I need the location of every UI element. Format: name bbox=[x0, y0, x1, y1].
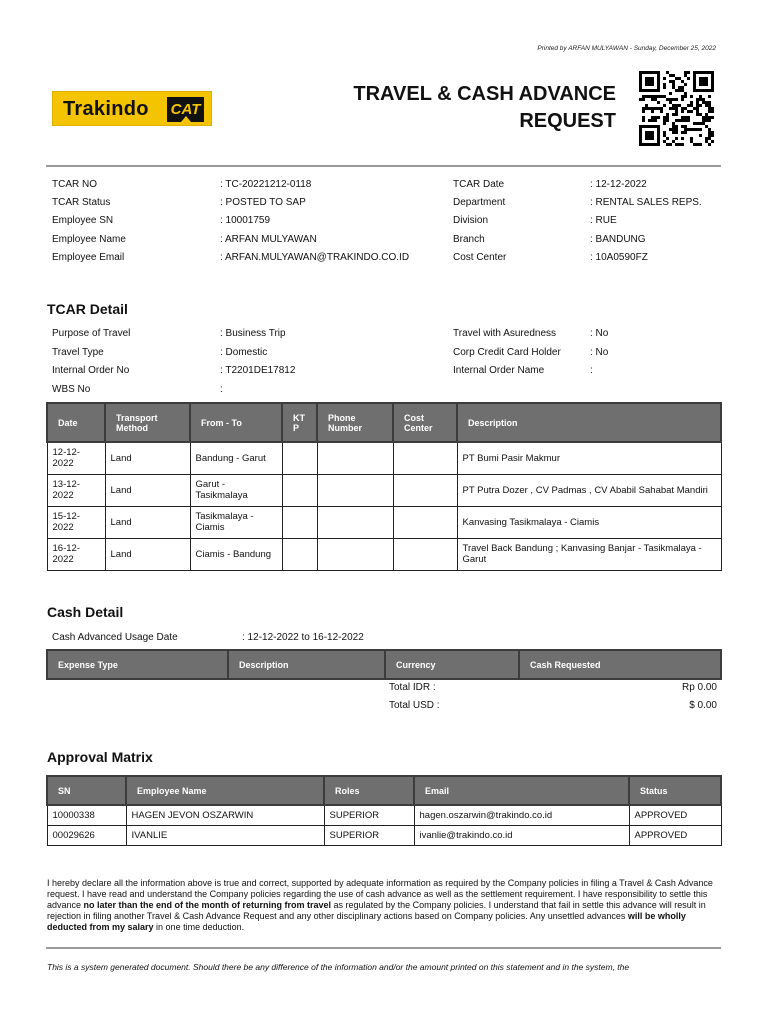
field-value: : BANDUNG bbox=[590, 234, 646, 245]
date-cell: 13-12-2022 bbox=[47, 474, 105, 506]
role-cell: SUPERIOR bbox=[324, 825, 414, 845]
field-value: : T2201DE17812 bbox=[220, 365, 296, 376]
total-idr-value: Rp 0.00 bbox=[681, 682, 717, 693]
transport-cell: Land bbox=[105, 442, 190, 474]
cost-center-cell bbox=[393, 474, 457, 506]
email-cell: ivanlie@trakindo.co.id bbox=[414, 825, 629, 845]
ktp-cell bbox=[282, 538, 317, 570]
total-usd-value: $ 0.00 bbox=[689, 700, 717, 711]
date-cell: 12-12-2022 bbox=[47, 442, 105, 474]
qr-code bbox=[632, 69, 720, 147]
approval-matrix-title: Approval Matrix bbox=[47, 749, 153, 765]
field-label: Division bbox=[453, 215, 489, 226]
table-row bbox=[47, 474, 721, 506]
field-label: Travel with Asuredness bbox=[453, 328, 557, 339]
field-value: : ARFAN.MULYAWAN@TRAKINDO.CO.ID bbox=[220, 252, 410, 263]
transport-cell: Land bbox=[105, 538, 190, 570]
field-value: : RUE bbox=[590, 215, 617, 226]
approval-matrix-table bbox=[46, 775, 722, 846]
column-header: Status bbox=[629, 776, 721, 805]
field-value: : No bbox=[590, 347, 609, 358]
transport-cell: Land bbox=[105, 506, 190, 538]
cost-center-cell bbox=[393, 538, 457, 570]
field-value: : POSTED TO SAP bbox=[220, 197, 306, 208]
cash-usage-date-value: : 12-12-2022 to 16-12-2022 bbox=[242, 632, 364, 643]
employee-name-cell: HAGEN JEVON OSZARWIN bbox=[126, 805, 324, 825]
printed-by-note: Printed by ARFAN MULYAWAN - Sunday, December 25, 2022 bbox=[537, 45, 716, 52]
field-label: TCAR Status bbox=[52, 197, 111, 208]
route-cell: Ciamis - Bandung bbox=[190, 538, 282, 570]
phone-cell bbox=[317, 538, 393, 570]
field-label: Employee Name bbox=[52, 234, 126, 245]
cash-usage-date-label: Cash Advanced Usage Date bbox=[52, 632, 178, 643]
footer-note: This is a system generated document. Should there be any difference of the information and/or the amount printed on this statement and in the system, the bbox=[47, 962, 630, 972]
tcar-detail-title: TCAR Detail bbox=[47, 301, 128, 317]
description-cell: PT Putra Dozer , CV Padmas , CV Ababil Sahabat Mandiri bbox=[457, 474, 721, 506]
phone-cell bbox=[317, 474, 393, 506]
status-cell: APPROVED bbox=[629, 825, 721, 845]
field-label: Employee Email bbox=[52, 252, 125, 263]
field-label: Corp Credit Card Holder bbox=[453, 347, 561, 358]
field-label: Branch bbox=[453, 234, 485, 245]
field-label: TCAR NO bbox=[52, 179, 97, 190]
travel-itinerary-table bbox=[46, 402, 722, 571]
phone-cell bbox=[317, 442, 393, 474]
field-label: Cost Center bbox=[453, 252, 507, 263]
column-header: Date bbox=[47, 403, 105, 442]
ktp-cell bbox=[282, 474, 317, 506]
field-label: TCAR Date bbox=[453, 179, 505, 190]
role-cell: SUPERIOR bbox=[324, 805, 414, 825]
column-header: Currency bbox=[385, 650, 519, 679]
description-cell: Travel Back Bandung ; Kanvasing Banjar - Tasikmalaya - Garut bbox=[457, 538, 721, 570]
column-header: From - To bbox=[190, 403, 282, 442]
route-cell: Tasikmalaya - Ciamis bbox=[190, 506, 282, 538]
table-row bbox=[47, 442, 721, 474]
field-value: : Domestic bbox=[220, 347, 268, 358]
employee-name-cell: IVANLIE bbox=[126, 825, 324, 845]
cost-center-cell bbox=[393, 442, 457, 474]
field-label: Internal Order Name bbox=[453, 365, 545, 376]
column-header: Roles bbox=[324, 776, 414, 805]
column-header: Email bbox=[414, 776, 629, 805]
cat-badge: CAT bbox=[167, 97, 204, 122]
field-value: : 12-12-2022 bbox=[590, 179, 647, 190]
column-header: Transport Method bbox=[105, 403, 190, 442]
column-header: Cash Requested bbox=[519, 650, 721, 679]
column-header: Expense Type bbox=[47, 650, 228, 679]
field-value: : bbox=[590, 365, 593, 376]
field-value: : ARFAN MULYAWAN bbox=[220, 234, 317, 245]
field-label: WBS No bbox=[52, 384, 91, 395]
logo-wordmark: Trakindo bbox=[63, 98, 149, 120]
field-label: Employee SN bbox=[52, 215, 114, 226]
total-usd-label: Total USD : bbox=[389, 700, 440, 711]
table-row bbox=[47, 805, 721, 825]
field-value: : Business Trip bbox=[220, 328, 286, 339]
transport-cell: Land bbox=[105, 474, 190, 506]
date-cell: 16-12-2022 bbox=[47, 538, 105, 570]
total-idr-label: Total IDR : bbox=[389, 682, 436, 693]
table-row bbox=[47, 506, 721, 538]
field-label: Internal Order No bbox=[52, 365, 130, 376]
description-cell: Kanvasing Tasikmalaya - Ciamis bbox=[457, 506, 721, 538]
footer-divider bbox=[46, 947, 721, 949]
cash-detail-title: Cash Detail bbox=[47, 604, 124, 620]
field-label: Purpose of Travel bbox=[52, 328, 131, 339]
table-header-row bbox=[47, 650, 721, 679]
table-header-row bbox=[47, 776, 721, 805]
column-header: Phone Number bbox=[317, 403, 393, 442]
sn-cell: 00029626 bbox=[47, 825, 126, 845]
field-label: Department bbox=[453, 197, 506, 208]
field-value: : 10001759 bbox=[220, 215, 271, 226]
column-header: Description bbox=[457, 403, 721, 442]
field-value: : 10A0590FZ bbox=[590, 252, 648, 263]
cost-center-cell bbox=[393, 506, 457, 538]
field-value: : bbox=[220, 384, 223, 395]
route-cell: Garut - Tasikmalaya bbox=[190, 474, 282, 506]
description-cell: PT Bumi Pasir Makmur bbox=[457, 442, 721, 474]
column-header: Description bbox=[228, 650, 385, 679]
ktp-cell bbox=[282, 506, 317, 538]
table-row bbox=[47, 538, 721, 570]
column-header: SN bbox=[47, 776, 126, 805]
trakindo-logo bbox=[52, 91, 212, 126]
sn-cell: 10000338 bbox=[47, 805, 126, 825]
field-value: : No bbox=[590, 328, 609, 339]
ktp-cell bbox=[282, 442, 317, 474]
column-header: Employee Name bbox=[126, 776, 324, 805]
field-value: : RENTAL SALES REPS. bbox=[590, 197, 702, 208]
field-label: Travel Type bbox=[52, 347, 104, 358]
column-header: Cost Center bbox=[393, 403, 457, 442]
status-cell: APPROVED bbox=[629, 805, 721, 825]
cash-detail-table bbox=[46, 649, 722, 680]
route-cell: Bandung - Garut bbox=[190, 442, 282, 474]
table-row bbox=[47, 825, 721, 845]
email-cell: hagen.oszarwin@trakindo.co.id bbox=[414, 805, 629, 825]
document-title: TRAVEL & CASH ADVANCE REQUEST bbox=[353, 83, 616, 132]
column-header: KT P bbox=[282, 403, 317, 442]
header-divider bbox=[46, 165, 721, 167]
phone-cell bbox=[317, 506, 393, 538]
table-header-row bbox=[47, 403, 721, 442]
declaration-text: I hereby declare all the information above is true and correct, supported by adequate information as required by the Company policies in filing a Travel & Cash Advance request. I have read and understand the Company policies regarding the use of cash advance as well as the settlement requirement. I have responsibility to settle this advance no later than the end of the month of returning from travel as regulated by the Company policies. I understand that fail in settle this advance will result in rejection in filing another Travel & Cash Advance Request and any other disciplinary actions based on Company policies. Any unsettled advances will be wholly deducted from my salary in one time deduction. bbox=[47, 878, 713, 932]
date-cell: 15-12-2022 bbox=[47, 506, 105, 538]
field-value: : TC-20221212-0118 bbox=[220, 179, 312, 190]
